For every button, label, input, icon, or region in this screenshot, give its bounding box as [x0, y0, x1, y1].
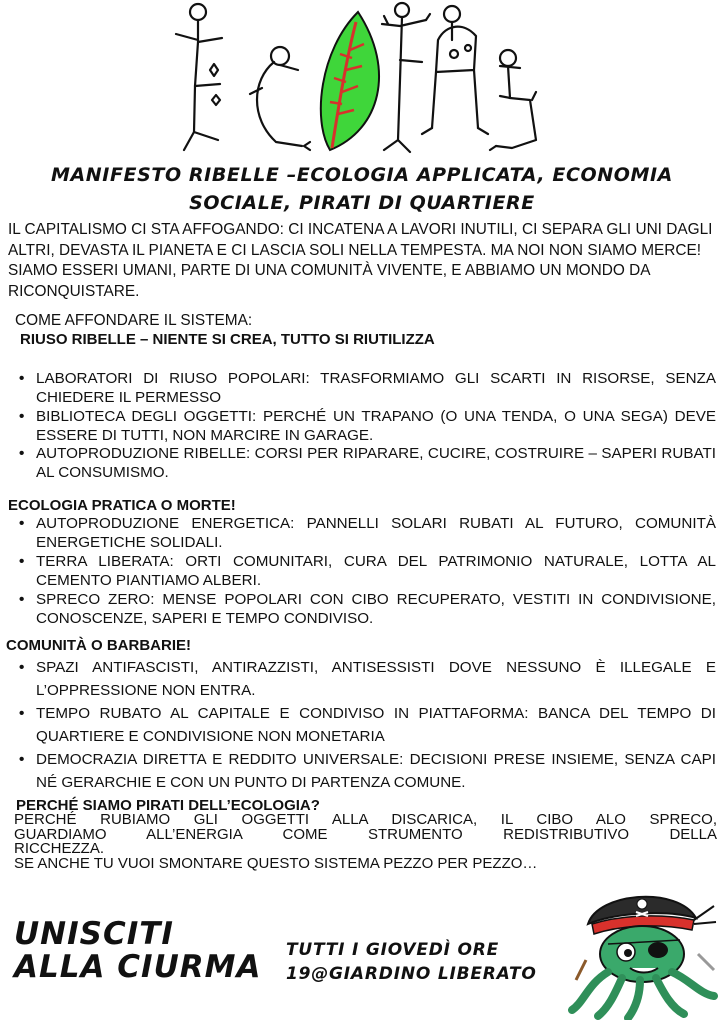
list-item: • SPAZI ANTIFASCISTI, ANTIRAZZISTI, ANTISESSISTI DOVE NESSUNO È ILLEGALE E L’OPPRESSIONE NON ENTRA.: [14, 656, 716, 702]
list-item: • DEMOCRAZIA DIRETTA E REDDITO UNIVERSALE: DECISIONI PRESE INSIEME, SENZA CAPI NÉ GERARCHIE E CON UN PUNTO DI PARTENZA COMUNE.: [14, 748, 716, 794]
list-item: • LABORATORI DI RIUSO POPOLARI: TRASFORMIAMO GLI SCARTI IN RISORSE, SENZA CHIEDERE IL PERMESSO: [19, 370, 716, 406]
section-heading-pirati: PERCHÉ SIAMO PIRATI DELL’ECOLOGIA?: [16, 797, 320, 814]
meeting-info: [286, 938, 537, 986]
bullet-icon: •: [19, 407, 25, 425]
section-heading-comunita: COMUNITÀ O BARBARIE!: [6, 637, 191, 654]
octopus-pirate-icon: [568, 884, 718, 1020]
bullet-icon: •: [19, 515, 25, 532]
ecos-stickfigure-logo: [170, 0, 560, 160]
list-item: • BIBLIOTECA DEGLI OGGETTI: PERCHÉ UN TRAPANO (O UNA TENDA, O UNA SEGA) DEVE ESSERE DI TUTTI, NON MARCIRE IN GARAGE.: [19, 407, 716, 444]
bullet-icon: •: [19, 659, 25, 676]
join-crew-heading: [14, 918, 261, 984]
ecologia-list: [14, 514, 716, 628]
howto-line: COME AFFONDARE IL SISTEMA:: [15, 312, 253, 329]
pirati-paragraph: [14, 813, 717, 871]
when-line-1: TUTTI I GIOVEDÌ ORE: [286, 940, 500, 960]
pirati-line-3: RICCHEZZA.: [14, 840, 104, 857]
bullet-icon: •: [19, 591, 25, 608]
pirati-line-1: PERCHÉ RUBIAMO GLI OGGETTI ALLA DISCARICA, IL CIBO ALO SPRECO,: [14, 811, 717, 828]
title-line-1: MANIFESTO RIBELLE –ECOLOGIA APPLICATA, ECONOMIA: [50, 164, 673, 186]
bullet-icon: •: [19, 553, 25, 570]
join-line-2: ALLA CIURMA: [14, 949, 262, 985]
list-item: • AUTOPRODUZIONE ENERGETICA: PANNELLI SOLARI RUBATI AL FUTURO, COMUNITÀ ENERGETICHE SOLIDALI.: [19, 515, 716, 551]
list-item: • TERRA LIBERATA: ORTI COMUNITARI, CURA DEL PATRIMONIO NATURALE, LOTTA AL CEMENTO PIANTIAMO ALBERI.: [19, 553, 716, 589]
bullet-icon: •: [19, 370, 25, 387]
pirati-line-2: GUARDIAMO ALL’ENERGIA COME STRUMENTO REDISTRIBUTIVO DELLA: [14, 825, 717, 843]
bullet-icon: •: [19, 445, 25, 462]
pirati-line-4: SE ANCHE TU VUOI SMONTARE QUESTO SISTEMA PEZZO PER PEZZO…: [14, 854, 538, 872]
section-heading-ecologia: ECOLOGIA PRATICA O MORTE!: [8, 497, 236, 514]
comunita-list: [14, 656, 716, 794]
intro-paragraph: IL CAPITALISMO CI STA AFFOGANDO: CI INCATENA A LAVORI INUTILI, CI SEPARA GLI UNI DAGLI ALTRI, DEVASTA IL PIANETA E CI LASCIA SOLI NELLA TEMPESTA. MA NOI NON SIAMO MERCE! SIAMO ESSERI UMANI, PARTE DI UNA COMUNITÀ VIVENTE, E ABBIAMO UN MONDO DA RICONQUISTARE.: [8, 221, 713, 300]
join-line-1: UNISCITI: [14, 916, 174, 952]
bullet-icon: •: [19, 705, 25, 722]
section-heading-riuso: RIUSO RIBELLE – NIENTE SI CREA, TUTTO SI RIUTILIZZA: [20, 331, 435, 348]
title-line-2: SOCIALE, PIRATI DI QUARTIERE: [189, 192, 535, 214]
list-item: • TEMPO RUBATO AL CAPITALE E CONDIVISO IN PIATTAFORMA: BANCA DEL TEMPO DI QUARTIERE E CONDIVISIONE NON MONETARIA: [14, 702, 716, 748]
list-item: • SPRECO ZERO: MENSE POPOLARI CON CIBO RECUPERATO, VESTITI IN CONDIVISIONE, CONOSCENZE, SAPERI E TEMPO CONDIVISO.: [19, 591, 716, 627]
riuso-list: [14, 369, 716, 482]
list-item: • AUTOPRODUZIONE RIBELLE: CORSI PER RIPARARE, CUCIRE, COSTRUIRE – SAPERI RUBATI AL CONSUMISMO.: [19, 445, 716, 481]
when-line-2: 19@GIARDINO LIBERATO: [286, 964, 537, 984]
bullet-icon: •: [19, 751, 25, 768]
